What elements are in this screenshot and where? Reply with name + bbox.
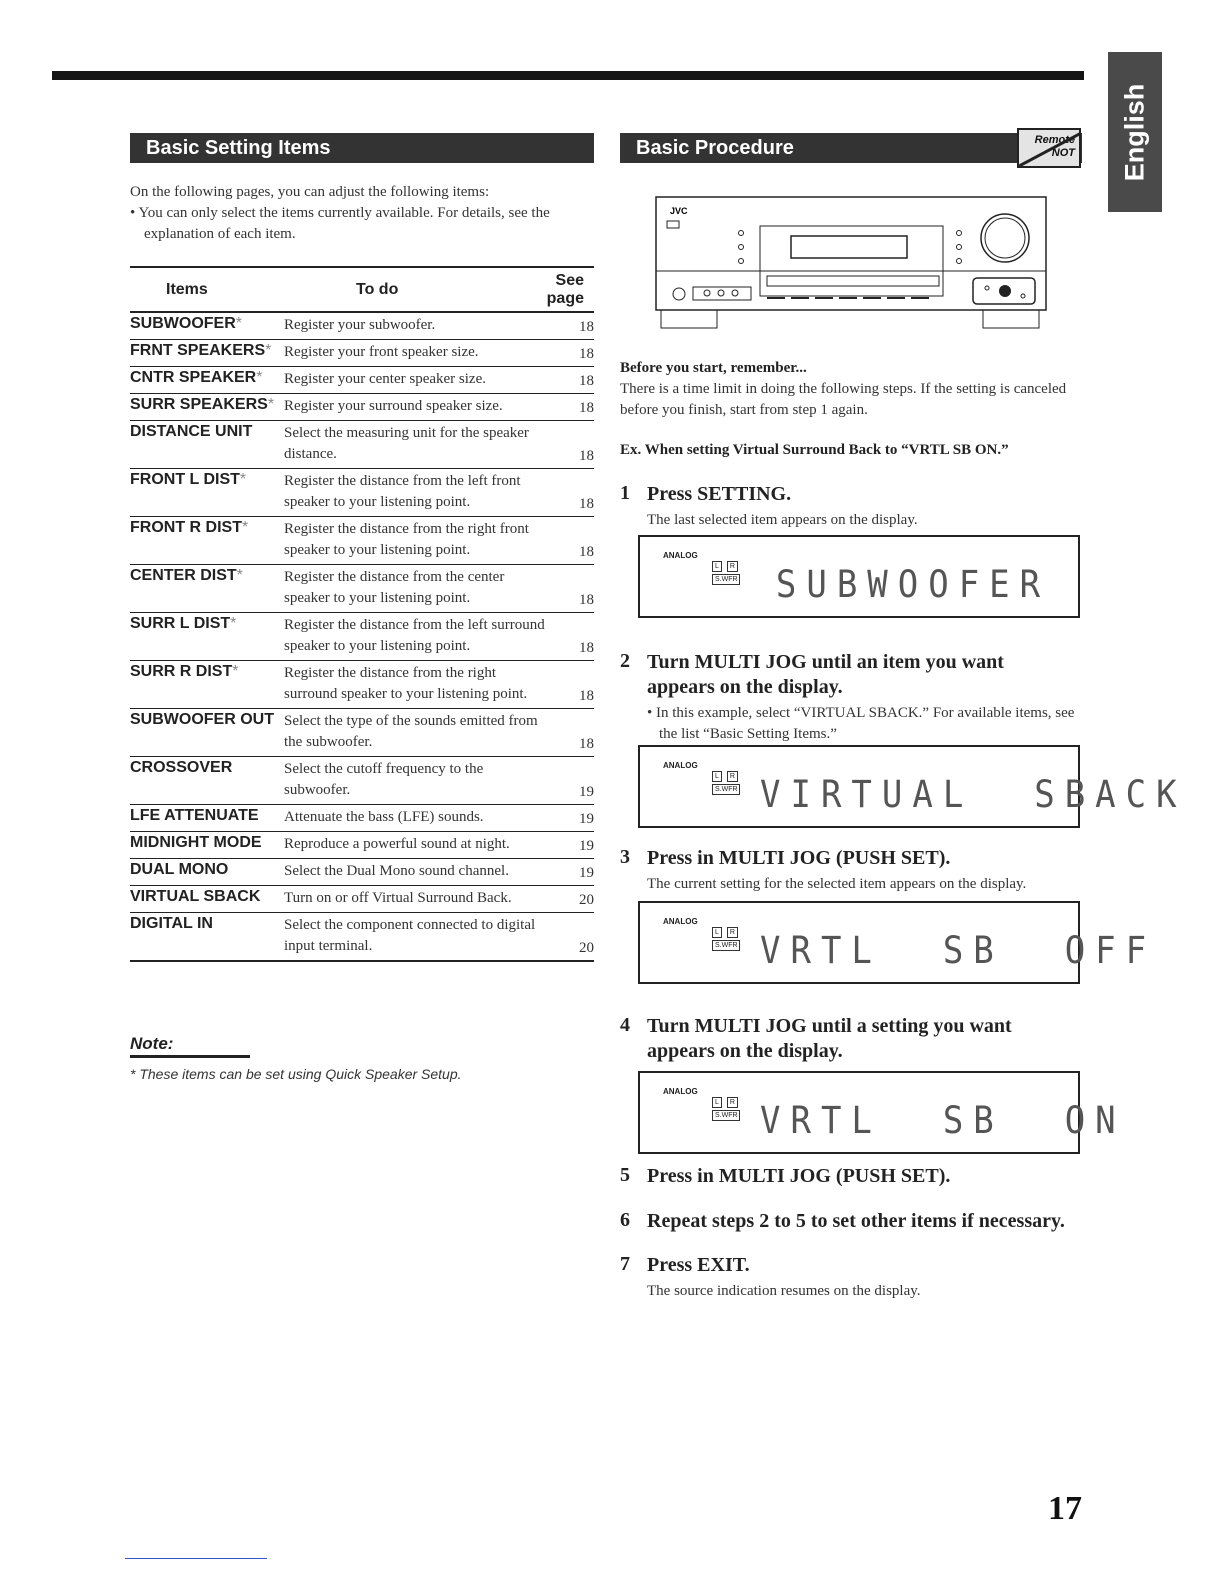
item-name: FRNT SPEAKERS* [130,340,284,367]
step-desc: The last selected item appears on the display. [647,512,918,528]
item-name: FRONT R DIST* [130,517,284,565]
item-page: 19 [547,805,594,832]
display-panel-4 [638,1071,1126,1154]
top-rule [52,71,1084,80]
item-name: FRONT L DIST* [130,469,284,517]
intro-line: On the following pages, you can adjust the following items: [130,184,490,200]
step-number: 4 [620,1014,630,1036]
item-page: 18 [547,613,594,661]
remote-not-icon: Remote NOT [1017,128,1081,168]
item-name: SURR SPEAKERS* [130,394,284,421]
analog-label: ANALOG [663,761,698,770]
step-number: 2 [620,650,630,672]
item-page: 19 [547,832,594,859]
receiver-illustration [655,196,1047,332]
step-4 [620,1014,1090,1064]
item-page: 18 [547,517,594,565]
table-row [130,757,594,805]
item-todo: Register your surround speaker size. [284,394,547,421]
step-6 [620,1209,1090,1234]
step-title: Press in MULTI JOG (PUSH SET). [647,847,951,869]
channel-indicators: L R S.WFR [712,1097,745,1121]
display-text: VRTL SB OFF [760,929,1157,973]
step-title: Turn MULTI JOG until an item you want appears on the display. [647,651,1004,698]
page-number: 17 [1048,1490,1082,1527]
table-row [130,367,594,394]
item-name: DIGITAL IN [130,913,284,962]
example-line: Ex. When setting Virtual Surround Back to “VRTL SB ON.” [620,442,1009,458]
item-name: SUBWOOFER OUT [130,709,284,757]
table-row [130,913,594,962]
table-row [130,805,594,832]
item-name: LFE ATTENUATE [130,805,284,832]
step-number: 5 [620,1164,630,1186]
col-page: See page [547,267,594,312]
item-name: DISTANCE UNIT [130,421,284,469]
item-name: CROSSOVER [130,757,284,805]
item-todo: Select the type of the sounds emitted from the subwoofer. [284,709,547,757]
step-title: Press EXIT. [647,1254,750,1276]
basic-setting-items-heading: Basic Setting Items [130,133,594,163]
item-name: DUAL MONO [130,859,284,886]
item-page: 19 [547,757,594,805]
item-name: CNTR SPEAKER* [130,367,284,394]
display-panel-3 [638,901,1157,984]
item-todo: Register your center speaker size. [284,367,547,394]
analog-label: ANALOG [663,1087,698,1096]
item-todo: Attenuate the bass (LFE) sounds. [284,805,547,832]
table-row [130,469,594,517]
item-todo: Select the Dual Mono sound channel. [284,859,547,886]
footer-link-line [125,1558,267,1559]
analog-label: ANALOG [663,917,698,926]
note [130,1034,462,1082]
table-row [130,565,594,613]
item-page: 18 [547,367,594,394]
item-page: 18 [547,565,594,613]
table-row [130,661,594,709]
step-desc: The current setting for the selected item appears on the display. [647,876,1027,892]
step-number: 7 [620,1253,630,1275]
step-title: Press SETTING. [647,483,792,505]
intro-text [130,182,600,245]
step-number: 6 [620,1209,630,1231]
before-title: Before you start, remember... [620,360,807,376]
table-row [130,832,594,859]
intro-bullet: • You can only select the items currently available. For details, see the explanation of each item. [130,205,550,242]
step-1 [620,482,1090,531]
display-text: VIRTUAL SBACK [760,773,1187,817]
col-todo: To do [284,267,547,312]
item-todo: Turn on or off Virtual Surround Back. [284,886,547,913]
item-todo: Select the cutoff frequency to the subwoofer. [284,757,547,805]
before-you-start [620,358,1080,421]
item-todo: Register the distance from the right surround speaker to your listening point. [284,661,547,709]
step-number: 1 [620,482,630,504]
display-panel-2 [638,745,1187,828]
note-text: * These items can be set using Quick Speaker Setup. [130,1066,462,1082]
item-todo: Register your subwoofer. [284,312,547,340]
step-title: Press in MULTI JOG (PUSH SET). [647,1165,951,1187]
table-row [130,709,594,757]
settings-table [130,266,594,962]
item-page: 18 [547,312,594,340]
table-row [130,312,594,340]
channel-indicators: L R S.WFR [712,561,745,585]
table-row [130,394,594,421]
language-tab-label: English [1119,83,1150,181]
table-row [130,340,594,367]
before-text: There is a time limit in doing the following steps. If the setting is canceled before you finish, start from step 1 again. [620,381,1067,418]
display-panel-1 [638,535,1080,618]
table-row [130,517,594,565]
step-2 [620,650,1090,745]
step-title: Turn MULTI JOG until a setting you want appears on the display. [647,1015,1012,1062]
item-page: 20 [547,886,594,913]
item-name: MIDNIGHT MODE [130,832,284,859]
table-row [130,613,594,661]
channel-indicators: L R S.WFR [712,771,745,795]
item-todo: Register the distance from the right front speaker to your listening point. [284,517,547,565]
display-text: SUBWOOFER [775,563,1051,607]
step-title: Repeat steps 2 to 5 to set other items if necessary. [647,1210,1065,1232]
item-page: 19 [547,859,594,886]
item-todo: Reproduce a powerful sound at night. [284,832,547,859]
step-desc: The source indication resumes on the display. [647,1283,921,1299]
step-5 [620,1164,1090,1189]
item-todo: Select the measuring unit for the speaker distance. [284,421,547,469]
item-page: 18 [547,661,594,709]
item-name: VIRTUAL SBACK [130,886,284,913]
item-page: 18 [547,709,594,757]
note-title: Note: [130,1034,250,1058]
item-name: SURR R DIST* [130,661,284,709]
item-todo: Register your front speaker size. [284,340,547,367]
item-name: SURR L DIST* [130,613,284,661]
item-todo: Register the distance from the left front speaker to your listening point. [284,469,547,517]
table-row [130,859,594,886]
step-3 [620,846,1090,895]
basic-procedure-heading: Basic Procedure [620,133,1082,163]
col-items: Items [130,267,284,312]
item-todo: Register the distance from the left surround speaker to your listening point. [284,613,547,661]
item-name: CENTER DIST* [130,565,284,613]
item-page: 18 [547,421,594,469]
display-text: VRTL SB ON [760,1099,1126,1143]
brand-text: JVC [670,206,688,216]
item-todo: Select the component connected to digital input terminal. [284,913,547,962]
item-page: 18 [547,394,594,421]
analog-label: ANALOG [663,551,698,560]
table-row [130,886,594,913]
table-row [130,421,594,469]
channel-indicators: L R S.WFR [712,927,745,951]
item-name: SUBWOOFER* [130,312,284,340]
step-desc: • In this example, select “VIRTUAL SBACK.” For available items, see the list “Basic Setting Items.” [647,705,1075,742]
step-7 [620,1253,1090,1302]
item-page: 18 [547,469,594,517]
language-tab [1108,52,1162,212]
step-number: 3 [620,846,630,868]
item-todo: Register the distance from the center speaker to your listening point. [284,565,547,613]
item-page: 18 [547,340,594,367]
item-page: 20 [547,913,594,962]
